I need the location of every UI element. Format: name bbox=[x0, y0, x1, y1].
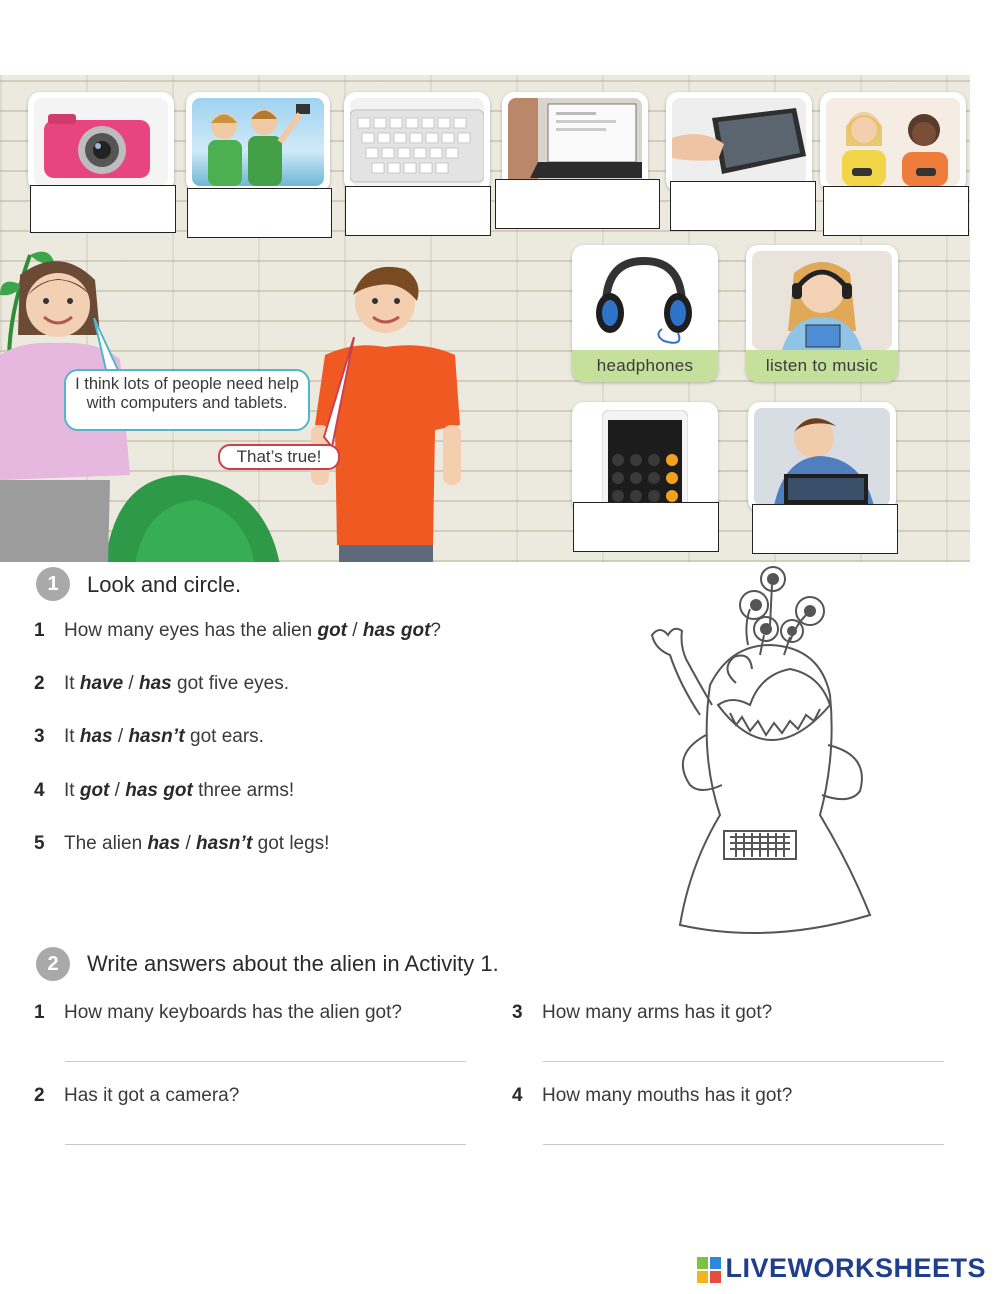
answer-box-camera[interactable] bbox=[30, 185, 176, 233]
speech-tail-boy bbox=[316, 337, 358, 447]
question-text: Has it got a camera? bbox=[64, 1085, 240, 1106]
activity1-number-badge: 1 bbox=[36, 567, 70, 601]
speech-tail-girl bbox=[90, 318, 120, 373]
separator: / bbox=[123, 673, 139, 694]
item-number: 1 bbox=[34, 620, 45, 641]
question-text: How many arms has it got? bbox=[542, 1002, 773, 1023]
item-text: three arms! bbox=[192, 780, 295, 801]
vocabulary-banner bbox=[0, 75, 970, 562]
activity2-number-badge: 2 bbox=[36, 947, 70, 981]
item-number: 2 bbox=[34, 673, 45, 694]
item-number: 5 bbox=[34, 833, 45, 854]
answer-line-1[interactable] bbox=[65, 1061, 466, 1062]
question-number: 4 bbox=[512, 1085, 523, 1106]
calculator-icon bbox=[602, 410, 688, 510]
card-headphones bbox=[572, 245, 718, 382]
laptop-icon bbox=[508, 98, 642, 186]
logo-text: LIVEWORKSHEETS bbox=[725, 1253, 986, 1283]
activity2-question bbox=[34, 1085, 239, 1107]
girls-playing-games-icon bbox=[826, 98, 960, 186]
activity1-item bbox=[34, 620, 441, 642]
question-number: 2 bbox=[34, 1085, 45, 1106]
activity1-title: Look and circle. bbox=[87, 572, 242, 597]
circle-option[interactable]: got bbox=[79, 780, 110, 801]
logo-blocks-icon bbox=[697, 1257, 721, 1283]
circle-option[interactable]: hasn’t bbox=[128, 726, 185, 747]
card-boy-using-tablet bbox=[748, 402, 896, 512]
circle-option[interactable]: has got bbox=[125, 780, 193, 801]
card-label-listen-to-music: listen to music bbox=[746, 350, 898, 382]
card-tablet bbox=[666, 92, 812, 192]
answer-line-3[interactable] bbox=[543, 1061, 944, 1062]
answer-box-laptop[interactable] bbox=[495, 179, 660, 229]
activity2-question bbox=[512, 1085, 792, 1107]
liveworksheets-logo bbox=[697, 1253, 986, 1284]
separator: / bbox=[109, 780, 126, 801]
item-number: 3 bbox=[34, 726, 45, 747]
answer-box-keyboard[interactable] bbox=[345, 186, 491, 236]
tablet-icon bbox=[672, 98, 806, 186]
children-taking-photo-icon bbox=[192, 98, 324, 186]
speech-bubble-boy: That’s true! bbox=[218, 444, 340, 470]
activity1-item bbox=[34, 833, 329, 855]
card-keyboard bbox=[344, 92, 490, 192]
activity2-question bbox=[34, 1002, 402, 1024]
card-label-headphones: headphones bbox=[572, 350, 718, 382]
separator: / bbox=[180, 833, 197, 854]
card-listen-to-music bbox=[746, 245, 898, 382]
item-text: How many eyes has the alien bbox=[64, 620, 318, 641]
activity2-question bbox=[512, 1002, 772, 1024]
headphones-icon bbox=[584, 251, 704, 347]
card-laptop bbox=[502, 92, 648, 192]
activity1-item bbox=[34, 673, 289, 695]
question-text: How many keyboards has the alien got? bbox=[64, 1002, 402, 1023]
item-text: got ears. bbox=[184, 726, 264, 747]
answer-box-take-photos[interactable] bbox=[187, 188, 332, 238]
answer-box-boy-using-tablet[interactable] bbox=[752, 504, 898, 554]
girl-listening-music-icon bbox=[752, 251, 892, 350]
activity1-item bbox=[34, 726, 264, 748]
card-camera bbox=[28, 92, 174, 192]
answer-box-play-games[interactable] bbox=[823, 186, 969, 236]
activity1-item bbox=[34, 780, 294, 802]
item-text: got legs! bbox=[252, 833, 330, 854]
activity2-title: Write answers about the alien in Activity 1. bbox=[87, 951, 499, 976]
camera-icon bbox=[34, 98, 168, 186]
boy-using-tablet-icon bbox=[754, 408, 890, 506]
card-take-photos bbox=[186, 92, 330, 192]
item-text: got five eyes. bbox=[171, 673, 289, 694]
answer-line-4[interactable] bbox=[543, 1144, 944, 1145]
keyboard-icon bbox=[350, 98, 484, 186]
item-text: The alien bbox=[64, 833, 148, 854]
speech-bubble-girl: I think lots of people need help with computers and tablets. bbox=[64, 369, 310, 431]
separator: / bbox=[347, 620, 363, 641]
circle-option[interactable]: has bbox=[79, 726, 113, 747]
item-text: It bbox=[64, 780, 80, 801]
circle-option[interactable]: has bbox=[139, 673, 172, 694]
question-number: 3 bbox=[512, 1002, 523, 1023]
answer-box-tablet[interactable] bbox=[670, 181, 816, 231]
question-number: 1 bbox=[34, 1002, 45, 1023]
alien-illustration bbox=[640, 565, 890, 945]
question-text: How many mouths has it got? bbox=[542, 1085, 793, 1106]
item-text: It bbox=[64, 726, 80, 747]
card-calculator bbox=[572, 402, 718, 512]
item-text: ? bbox=[430, 620, 441, 641]
circle-option[interactable]: got bbox=[317, 620, 348, 641]
card-play-games bbox=[820, 92, 966, 192]
circle-option[interactable]: hasn’t bbox=[196, 833, 253, 854]
circle-option[interactable]: has got bbox=[362, 620, 431, 641]
circle-option[interactable]: have bbox=[79, 673, 124, 694]
separator: / bbox=[112, 726, 129, 747]
answer-box-calculator[interactable] bbox=[573, 502, 719, 552]
item-number: 4 bbox=[34, 780, 45, 801]
circle-option[interactable]: has bbox=[147, 833, 181, 854]
answer-line-2[interactable] bbox=[65, 1144, 466, 1145]
item-text: It bbox=[64, 673, 80, 694]
